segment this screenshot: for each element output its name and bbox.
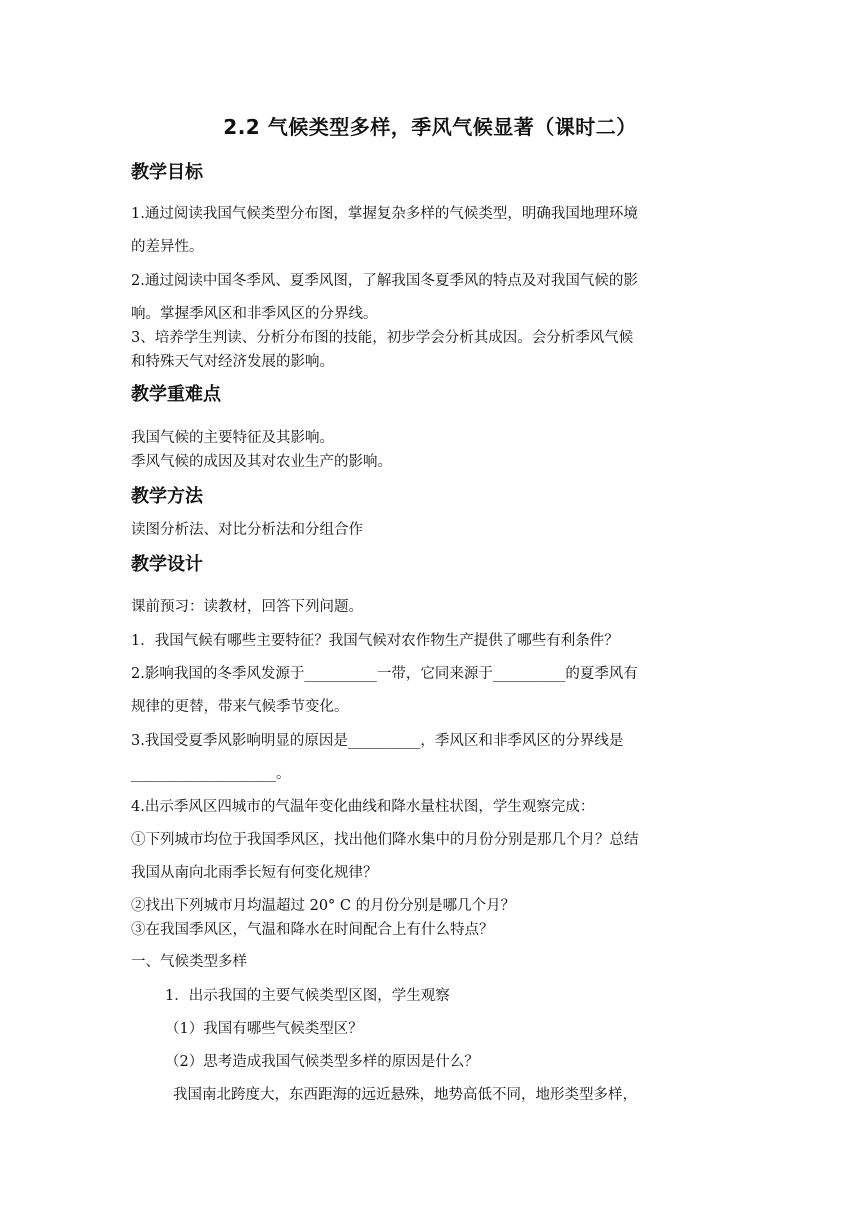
design-line: ____________________。 <box>131 766 291 782</box>
objectives-line: 2.通过阅读中国冬季风、夏季风图，了解我国冬夏季风的特点及对我国气候的影 <box>131 273 638 289</box>
design-line: ③在我国季风区，气温和降水在时间配合上有什么特点？ <box>131 922 494 938</box>
section-heading-climate-types: 一、气候类型多样 <box>131 954 247 970</box>
design-line: （1）我国有哪些气候类型区？ <box>165 1021 363 1037</box>
objectives-line: 响。掌握季风区和非季风区的分界线。 <box>131 306 378 322</box>
heading-design: 教学设计 <box>131 554 203 575</box>
design-line: 3.我国受夏季风影响明显的原因是__________，季风区和非季风区的分界线是 <box>131 733 624 749</box>
objectives-line: 3、培养学生判读、分析分布图的技能，初步学会分析其成因。会分析季风气候 <box>131 330 634 346</box>
design-line: 课前预习：读教材，回答下列问题。 <box>131 599 363 615</box>
design-line: ①下列城市均位于我国季风区，找出他们降水集中的月份分别是那几个月？总结 <box>131 832 639 848</box>
design-line: 我国从南向北雨季长短有何变化规律？ <box>131 865 378 881</box>
keypoints-line: 我国气候的主要特征及其影响。 <box>131 430 334 446</box>
objectives-line: 和特殊天气对经济发展的影响。 <box>131 354 334 370</box>
design-line: 我国南北跨度大，东西距海的远近悬殊，地势高低不同，地形类型多样， <box>173 1087 637 1103</box>
design-line: 1．出示我国的主要气候类型区图，学生观察 <box>165 988 450 1004</box>
keypoints-line: 季风气候的成因及其对农业生产的影响。 <box>131 454 392 470</box>
design-line: 1．我国气候有哪些主要特征？我国气候对农作物生产提供了哪些有利条件？ <box>131 633 619 649</box>
design-line: 规律的更替，带来气候季节变化。 <box>131 699 349 715</box>
design-line: 2.影响我国的冬季风发源于__________一带，它同来源于__________的夏季风有 <box>131 666 638 682</box>
heading-objectives: 教学目标 <box>131 162 203 183</box>
design-line: 4.出示季风区四城市的气温年变化曲线和降水量柱状图，学生观察完成： <box>131 799 595 815</box>
design-line: （2）思考造成我国气候类型多样的原因是什么？ <box>165 1054 479 1070</box>
heading-methods: 教学方法 <box>131 486 203 507</box>
heading-keypoints: 教学重难点 <box>131 384 221 405</box>
methods-line: 读图分析法、对比分析法和分组合作 <box>131 522 363 538</box>
document-title: 2.2 气候类型多样，季风气候显著（课时二） <box>223 115 637 139</box>
objectives-line: 1.通过阅读我国气候类型分布图，掌握复杂多样的气候类型，明确我国地理环境 <box>131 206 638 222</box>
objectives-line: 的差异性。 <box>131 239 204 255</box>
design-line: ②找出下列城市月均温超过 20° C 的月份分别是哪几个月？ <box>131 898 516 914</box>
